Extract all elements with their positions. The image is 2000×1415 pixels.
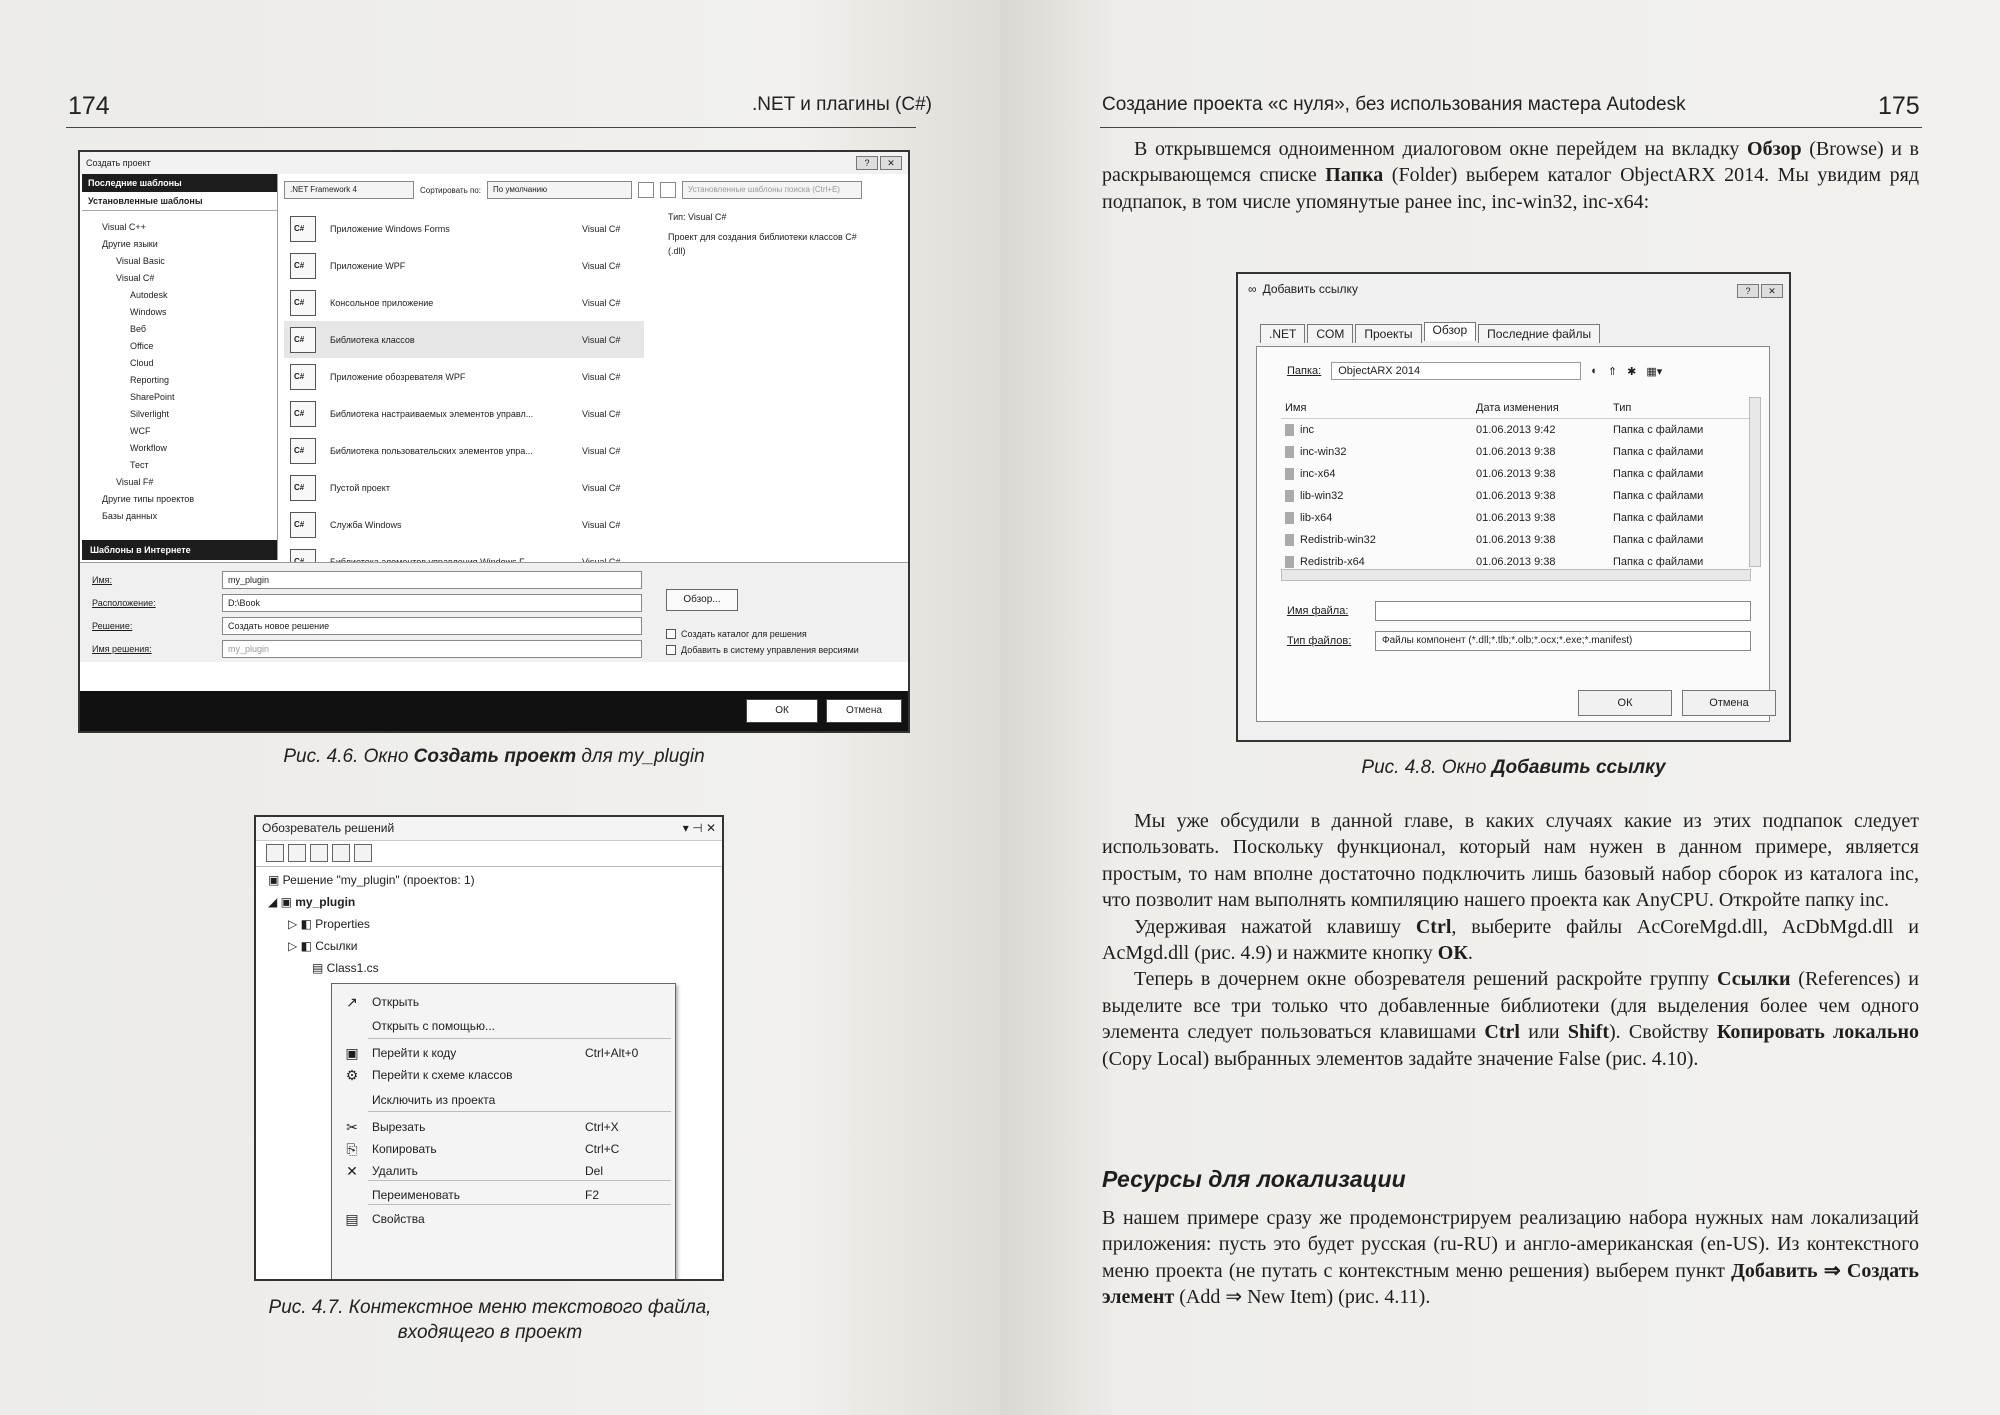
- file-type: Папка с файлами: [1613, 534, 1704, 546]
- menu-item-label: Вырезать: [372, 1120, 426, 1134]
- file-name-text: inc-x64: [1300, 467, 1336, 480]
- template-icon: [290, 364, 316, 390]
- toolbar-icon-1[interactable]: [266, 844, 284, 862]
- file-name: [1281, 490, 1476, 502]
- menu-item-label: Свойства: [372, 1212, 425, 1226]
- ok-button[interactable]: ОК: [746, 699, 818, 723]
- file-type: Папка с файлами: [1613, 490, 1704, 502]
- tree-node[interactable]: Visual C++: [102, 222, 146, 232]
- p3-b2: ОК: [1437, 942, 1468, 965]
- template-lang: Visual C#: [582, 371, 621, 382]
- file-type: Папка с файлами: [1613, 512, 1704, 524]
- file-name-text: inc: [1300, 423, 1315, 436]
- file-row[interactable]: [1281, 529, 1751, 551]
- file-name: [1281, 556, 1476, 568]
- template-icon: [290, 216, 316, 242]
- file-type: Папка с файлами: [1613, 446, 1704, 458]
- p4-t2: (References) и выделите все три только что добавленные библиотеки (для выделения более чем одного элемента следует пользоваться клавишами: [1102, 968, 1919, 1044]
- new-folder-icon[interactable]: ✱: [1627, 365, 1637, 378]
- explorer-toolbar: [256, 841, 722, 867]
- paragraph-3: [1102, 914, 1919, 967]
- template-description: Проект для создания библиотеки классов C# (.dll): [668, 232, 857, 256]
- ar-browse-panel: [1256, 346, 1770, 722]
- caption-line-2: входящего в проект: [397, 1322, 583, 1343]
- menu-item[interactable]: [332, 1115, 675, 1139]
- properties-icon: ▷ ◧: [288, 917, 316, 931]
- column-header[interactable]: Дата изменения: [1476, 401, 1559, 414]
- file-date: 01.06.2013 9:38: [1476, 556, 1556, 568]
- figure-4-8-caption: [1236, 757, 1791, 779]
- template-name: Консольное приложение: [330, 297, 434, 308]
- paragraph-5-block: [1102, 1205, 1919, 1311]
- page-number-left: 174: [68, 92, 110, 120]
- solution-tree: [256, 867, 722, 979]
- caption-bold: Создать проект: [413, 746, 577, 767]
- tree-project[interactable]: [268, 891, 722, 913]
- folder-row: [1287, 362, 1662, 380]
- recent-templates[interactable]: Последние шаблоны: [82, 174, 277, 192]
- explorer-titlebar: [256, 817, 722, 841]
- menu-item-icon: ▣: [345, 1044, 359, 1061]
- menu-item-label: Переименовать: [372, 1188, 460, 1202]
- dialog-button-bar: [80, 691, 908, 731]
- ar-cancel-button[interactable]: Отмена: [1682, 690, 1776, 716]
- template-type: Тип: Visual C#: [668, 212, 727, 222]
- menu-separator: [368, 1111, 671, 1112]
- add-reference-dialog: [1236, 272, 1791, 742]
- intro-b2: Папка: [1325, 164, 1384, 187]
- add-vcs-label: Добавить в систему управления версиями: [681, 645, 859, 655]
- toolbar-icon-3[interactable]: [310, 844, 328, 862]
- browse-button[interactable]: Обзор...: [666, 589, 738, 611]
- page-number-right: 175: [1878, 92, 1920, 120]
- online-templates[interactable]: Шаблоны в Интернете: [82, 540, 277, 560]
- menu-item-label: Копировать: [372, 1142, 437, 1156]
- file-name: [1281, 534, 1476, 546]
- template-name: Приложение Windows Forms: [330, 223, 450, 234]
- running-head-left: .NET и плагины (C#): [752, 94, 932, 115]
- ar-tabs: [1260, 324, 1602, 343]
- ar-help-button[interactable]: ?: [1737, 284, 1759, 298]
- file-name-text: lib-win32: [1300, 489, 1344, 502]
- file-date: 01.06.2013 9:38: [1476, 534, 1556, 546]
- list-view-icon[interactable]: [638, 182, 654, 198]
- framework-select[interactable]: .NET Framework 4: [284, 181, 414, 199]
- figure-4-6-caption: [78, 746, 910, 768]
- filename-label: Имя файла:: [1287, 605, 1349, 617]
- template-icon: [290, 401, 316, 427]
- solution-icon: ▣: [268, 873, 283, 887]
- template-name: Служба Windows: [330, 519, 402, 530]
- create-dir-label: Создать каталог для решения: [681, 629, 807, 639]
- p3-t1: Удерживая нажатой клавишу: [1134, 915, 1416, 938]
- template-item[interactable]: [284, 395, 644, 432]
- filetype-select[interactable]: Файлы компонент (*.dll;*.tlb;*.olb;*.ocx;*.exe;*.manifest): [1375, 631, 1751, 651]
- template-lang: Visual C#: [582, 334, 621, 345]
- cs-file-icon: ▤: [312, 961, 327, 975]
- file-date: 01.06.2013 9:38: [1476, 468, 1556, 480]
- p5-t2: (Add ⇒ New Item) (рис. 4.11).: [1174, 1286, 1431, 1309]
- file-label: Class1.cs: [326, 961, 379, 975]
- menu-item-icon: ✂: [346, 1118, 358, 1135]
- tree-node[interactable]: Тест: [130, 460, 149, 470]
- header-rule-right: [1100, 127, 1922, 128]
- solution-select[interactable]: Создать новое решение: [222, 617, 642, 635]
- dialog-title: Создать проект: [86, 158, 151, 168]
- menu-separator: [368, 1204, 671, 1205]
- caption-prefix: Рис. 4.6. Окно: [283, 746, 414, 767]
- tree-node[interactable]: Веб: [130, 324, 147, 334]
- paragraph-2: Мы уже обсудили в данной главе, в каких случаях какие из этих подпапок следует использовать. Поскольку функционал, который нам нужен в данном примере, является простым, то нам вполне достаточно подключить лишь базовый набор сборок из каталога inc, что позволит нам выполнять компиляцию нашего проекта как AnyCPU. Откройте папку inc.: [1102, 810, 1919, 912]
- template-name: Библиотека классов: [330, 334, 415, 345]
- menu-item-label: Перейти к схеме классов: [372, 1068, 513, 1082]
- file-name: [1281, 446, 1476, 458]
- menu-item-label: Исключить из проекта: [372, 1093, 496, 1107]
- template-info: [668, 210, 858, 258]
- p5-t1: В нашем примере сразу же продемонстрируем реализацию набора нужных нам локализаций приложения: пусть это будет русская (ru-RU) и англо-американская (en-US). Из контекстного меню проекта (не путать с контекстным меню решения) выберем пункт: [1102, 1207, 1919, 1282]
- file-date: 01.06.2013 9:38: [1476, 490, 1556, 502]
- template-lang: Visual C#: [582, 482, 621, 493]
- solution-name-input[interactable]: my_plugin: [222, 640, 642, 658]
- menu-item-icon: ▤: [345, 1210, 359, 1227]
- toolbar-icon-4[interactable]: [332, 844, 350, 862]
- menu-item-icon: ⎘: [346, 1140, 358, 1157]
- template-name: Библиотека настраиваемых элементов управл...: [330, 408, 534, 419]
- ar-titlebar: [1238, 274, 1789, 304]
- intro-paragraph: [1102, 136, 1919, 215]
- add-vcs-checkbox[interactable]: [666, 645, 859, 655]
- figure-4-7-caption: [230, 1295, 750, 1345]
- template-icon: [290, 438, 316, 464]
- menu-item-label: Открыть с помощью...: [372, 1019, 496, 1033]
- file-date: 01.06.2013 9:38: [1476, 446, 1556, 458]
- caption-bold-48: Добавить ссылку: [1491, 757, 1666, 778]
- link-icon: ∞: [1248, 282, 1257, 296]
- tree-node[interactable]: Cloud: [130, 358, 154, 368]
- tab-4[interactable]: Последние файлы: [1478, 324, 1600, 343]
- file-list-header: [1281, 397, 1751, 419]
- solution-label: Решение:: [92, 621, 133, 631]
- tab-3[interactable]: Обзор: [1424, 322, 1477, 341]
- explorer-title: Обозреватель решений: [262, 821, 395, 835]
- solution-name-label: Имя решения:: [92, 644, 152, 654]
- paragraph-4: [1102, 966, 1919, 1072]
- create-project-dialog: [78, 150, 910, 733]
- properties-label: Properties: [315, 917, 370, 931]
- menu-item[interactable]: [332, 1041, 675, 1065]
- cancel-button[interactable]: Отмена: [826, 699, 902, 723]
- expand-icon: ◢ ▣: [268, 895, 296, 909]
- p3-t2: , выберите файлы AcCoreMgd.dll, AcDbMgd.dll и AcMgd.dll (рис. 4.9) и нажмите кнопку: [1102, 915, 1919, 965]
- tab-0[interactable]: .NET: [1260, 324, 1305, 343]
- horizontal-scrollbar[interactable]: [1281, 569, 1751, 581]
- header-rule-left: [66, 127, 916, 128]
- template-item[interactable]: [284, 358, 644, 395]
- dialog-titlebar: [80, 152, 908, 174]
- template-icon: [290, 253, 316, 279]
- tree-node[interactable]: Базы данных: [102, 511, 158, 521]
- folder-label: Папка:: [1287, 365, 1322, 377]
- toolbar-icon-2[interactable]: [288, 844, 306, 862]
- p4-b2: Ctrl: [1484, 1021, 1520, 1044]
- menu-item-icon: ✕: [346, 1162, 358, 1179]
- file-row[interactable]: [1281, 463, 1751, 485]
- template-item[interactable]: [284, 432, 644, 469]
- view-menu-icon[interactable]: ▦▾: [1646, 365, 1663, 378]
- name-input[interactable]: my_plugin: [222, 571, 642, 589]
- file-date: 01.06.2013 9:42: [1476, 424, 1556, 436]
- location-label: Расположение:: [92, 598, 156, 608]
- template-item[interactable]: [284, 469, 644, 506]
- tree-node[interactable]: Autodesk: [130, 290, 168, 300]
- filename-input[interactable]: [1375, 601, 1751, 621]
- body-paragraphs: [1102, 808, 1919, 1072]
- tree-node[interactable]: Windows: [130, 307, 167, 317]
- menu-item[interactable]: [332, 1137, 675, 1161]
- file-name: [1281, 512, 1476, 524]
- intro-t3: (Folder) выберем каталог ObjectARX 2014. Мы увидим ряд подпапок, в том числе упомянутые ранее inc, inc-win32, inc-x64:: [1102, 164, 1919, 213]
- project-form: [80, 562, 908, 662]
- toolbar-icon-5[interactable]: [354, 844, 372, 862]
- intro-b1: Обзор: [1747, 138, 1802, 160]
- menu-item[interactable]: [332, 1088, 675, 1112]
- folder-icon: [1285, 490, 1294, 502]
- sort-select[interactable]: По умолчанию: [487, 181, 632, 199]
- template-name: Приложение WPF: [330, 260, 406, 271]
- folder-icon: [1285, 424, 1294, 436]
- file-list: [1281, 397, 1751, 573]
- menu-item[interactable]: [332, 990, 675, 1014]
- paragraph-5: [1102, 1205, 1919, 1311]
- menu-item-icon: ↗: [346, 993, 358, 1010]
- template-name: Приложение обозревателя WPF: [330, 371, 466, 382]
- caption-line-1: Рис. 4.7. Контекстное меню текстового файла,: [268, 1297, 712, 1318]
- template-name: Библиотека пользовательских элементов упра...: [330, 445, 533, 456]
- references-icon: ▷ ◧: [288, 939, 316, 953]
- folder-icon: [1285, 512, 1294, 524]
- tab-2[interactable]: Проекты: [1355, 324, 1421, 343]
- file-date: 01.06.2013 9:38: [1476, 512, 1556, 524]
- tree-node[interactable]: Reporting: [130, 375, 170, 385]
- template-icon: [290, 475, 316, 501]
- menu-item-label: Открыть: [372, 995, 420, 1009]
- file-name-text: Redistrib-win32: [1300, 533, 1376, 546]
- back-icon[interactable]: ◐: [1591, 365, 1598, 377]
- template-lang: Visual C#: [582, 519, 621, 530]
- file-name-text: lib-x64: [1300, 511, 1333, 524]
- tree-node[interactable]: Другие типы проектов: [102, 494, 195, 504]
- running-head-right: Создание проекта «с нуля», без использования мастера Autodesk: [1102, 94, 1686, 115]
- file-row[interactable]: [1281, 441, 1751, 463]
- explorer-title-controls[interactable]: ▾ ⊣ ✕: [682, 821, 716, 835]
- template-icon: [290, 512, 316, 538]
- file-row[interactable]: [1281, 485, 1751, 507]
- file-type: Папка с файлами: [1613, 424, 1704, 436]
- template-icon: [290, 290, 316, 316]
- tree-solution[interactable]: [268, 869, 722, 891]
- folder-icon: [1285, 446, 1294, 458]
- template-lang: Visual C#: [582, 408, 621, 419]
- template-icon: [290, 327, 316, 353]
- menu-item-shortcut: Ctrl+C: [585, 1142, 620, 1156]
- p4-t5: (Copy Local) выбранных элементов задайте значение False (рис. 4.10).: [1102, 1047, 1699, 1070]
- p5-b1: Добавить ⇒ Создать элемент: [1102, 1259, 1919, 1309]
- tree-node[interactable]: Visual C#: [116, 273, 155, 283]
- p3-b1: Ctrl: [1415, 915, 1452, 938]
- p4-t3: или: [1519, 1021, 1568, 1044]
- vertical-scrollbar[interactable]: [1749, 397, 1761, 567]
- template-lang: Visual C#: [582, 297, 621, 308]
- file-row[interactable]: [1281, 419, 1751, 441]
- template-item[interactable]: [284, 321, 644, 358]
- help-button[interactable]: ?: [856, 156, 878, 170]
- tree-references[interactable]: [268, 935, 722, 957]
- intro-t1: В открывшемся одноименном диалоговом окне перейдем на вкладку: [1134, 138, 1748, 160]
- solution-label: Решение "my_plugin" (проектов: 1): [282, 873, 475, 887]
- references-label: Ссылки: [315, 939, 358, 953]
- name-label: Имя:: [92, 575, 113, 585]
- p4-t4: ). Свойству: [1609, 1021, 1717, 1044]
- ar-ok-button[interactable]: ОК: [1578, 690, 1672, 716]
- menu-separator: [368, 1180, 671, 1181]
- template-search-input[interactable]: Установленные шаблоны поиска (Ctrl+E): [682, 181, 862, 199]
- menu-item[interactable]: [332, 1063, 675, 1087]
- location-input[interactable]: D:\Book: [222, 594, 642, 612]
- up-folder-icon[interactable]: ⇑: [1607, 365, 1618, 378]
- installed-templates[interactable]: Установленные шаблоны: [82, 192, 277, 211]
- menu-item-icon: ⚙: [345, 1066, 359, 1083]
- sort-label: Сортировать по:: [420, 185, 482, 195]
- solution-explorer-window: [254, 815, 724, 1281]
- project-label: my_plugin: [295, 895, 356, 909]
- file-name: [1281, 424, 1476, 436]
- tree-node[interactable]: Другие языки: [102, 239, 158, 249]
- caption-prefix-48: Рис. 4.8. Окно: [1361, 757, 1492, 778]
- grid-view-icon[interactable]: [660, 182, 676, 198]
- tree-node[interactable]: Silverlight: [130, 409, 170, 419]
- menu-item-shortcut: Ctrl+Alt+0: [585, 1046, 639, 1060]
- caption-suffix: для my_plugin: [576, 746, 705, 767]
- tree-node[interactable]: Office: [130, 341, 154, 351]
- section-heading: Ресурсы для локализации: [1102, 1166, 1406, 1192]
- column-header[interactable]: Имя: [1285, 401, 1307, 414]
- menu-item[interactable]: [332, 1014, 675, 1038]
- template-lang: Visual C#: [582, 260, 621, 271]
- ar-close-button[interactable]: ✕: [1761, 284, 1783, 298]
- column-header[interactable]: Тип: [1613, 401, 1632, 414]
- menu-item-shortcut: Del: [585, 1164, 604, 1178]
- menu-item-label: Перейти к коду: [372, 1046, 457, 1060]
- file-type: Папка с файлами: [1613, 468, 1704, 480]
- template-item[interactable]: [284, 506, 644, 543]
- tree-node[interactable]: WCF: [130, 426, 151, 436]
- create-dir-checkbox[interactable]: [666, 629, 807, 639]
- tree-node[interactable]: Visual Basic: [116, 256, 165, 266]
- file-name-text: Redistrib-x64: [1300, 555, 1365, 568]
- tree-file[interactable]: [268, 957, 722, 979]
- menu-item-shortcut: F2: [585, 1188, 600, 1202]
- tree-properties[interactable]: [268, 913, 722, 935]
- template-categories-panel: [82, 174, 278, 560]
- filetype-label: Тип файлов:: [1287, 635, 1352, 647]
- template-list: [284, 210, 644, 560]
- folder-select[interactable]: ObjectARX 2014: [1331, 362, 1581, 380]
- template-name: Пустой проект: [330, 482, 390, 493]
- intro-t2: (Browse) и в раскрывающемся списке: [1102, 138, 1919, 187]
- template-item[interactable]: [284, 210, 644, 247]
- close-button[interactable]: ✕: [880, 156, 902, 170]
- folder-icon: [1285, 468, 1294, 480]
- menu-item-label: Удалить: [372, 1164, 418, 1178]
- menu-item[interactable]: [332, 1207, 675, 1231]
- tree-node[interactable]: Visual F#: [116, 477, 154, 487]
- tree-node[interactable]: Workflow: [130, 443, 167, 453]
- folder-icon: [1285, 534, 1294, 546]
- template-item[interactable]: [284, 247, 644, 284]
- file-type: Папка с файлами: [1613, 556, 1704, 568]
- menu-item-shortcut: Ctrl+X: [585, 1120, 619, 1134]
- ar-title: Добавить ссылку: [1262, 282, 1358, 296]
- template-lang: Visual C#: [582, 223, 621, 234]
- p4-t1: Теперь в дочернем окне обозревателя решений раскройте группу: [1134, 968, 1718, 991]
- template-toolbar: [284, 180, 862, 200]
- template-item[interactable]: [284, 284, 644, 321]
- p4-b4: Копировать локально: [1716, 1021, 1919, 1044]
- file-row[interactable]: [1281, 507, 1751, 529]
- file-name-text: inc-win32: [1300, 445, 1347, 458]
- folder-icon: [1285, 556, 1294, 568]
- context-menu: [331, 983, 676, 1281]
- file-name: [1281, 468, 1476, 480]
- p4-b3: Shift: [1567, 1021, 1609, 1044]
- tree-node[interactable]: SharePoint: [130, 392, 175, 402]
- p3-t3: .: [1467, 942, 1473, 965]
- p4-b1: Ссылки: [1717, 968, 1791, 991]
- template-tree: [82, 211, 277, 525]
- menu-separator: [368, 1038, 671, 1039]
- tab-1[interactable]: COM: [1307, 324, 1353, 343]
- template-lang: Visual C#: [582, 445, 621, 456]
